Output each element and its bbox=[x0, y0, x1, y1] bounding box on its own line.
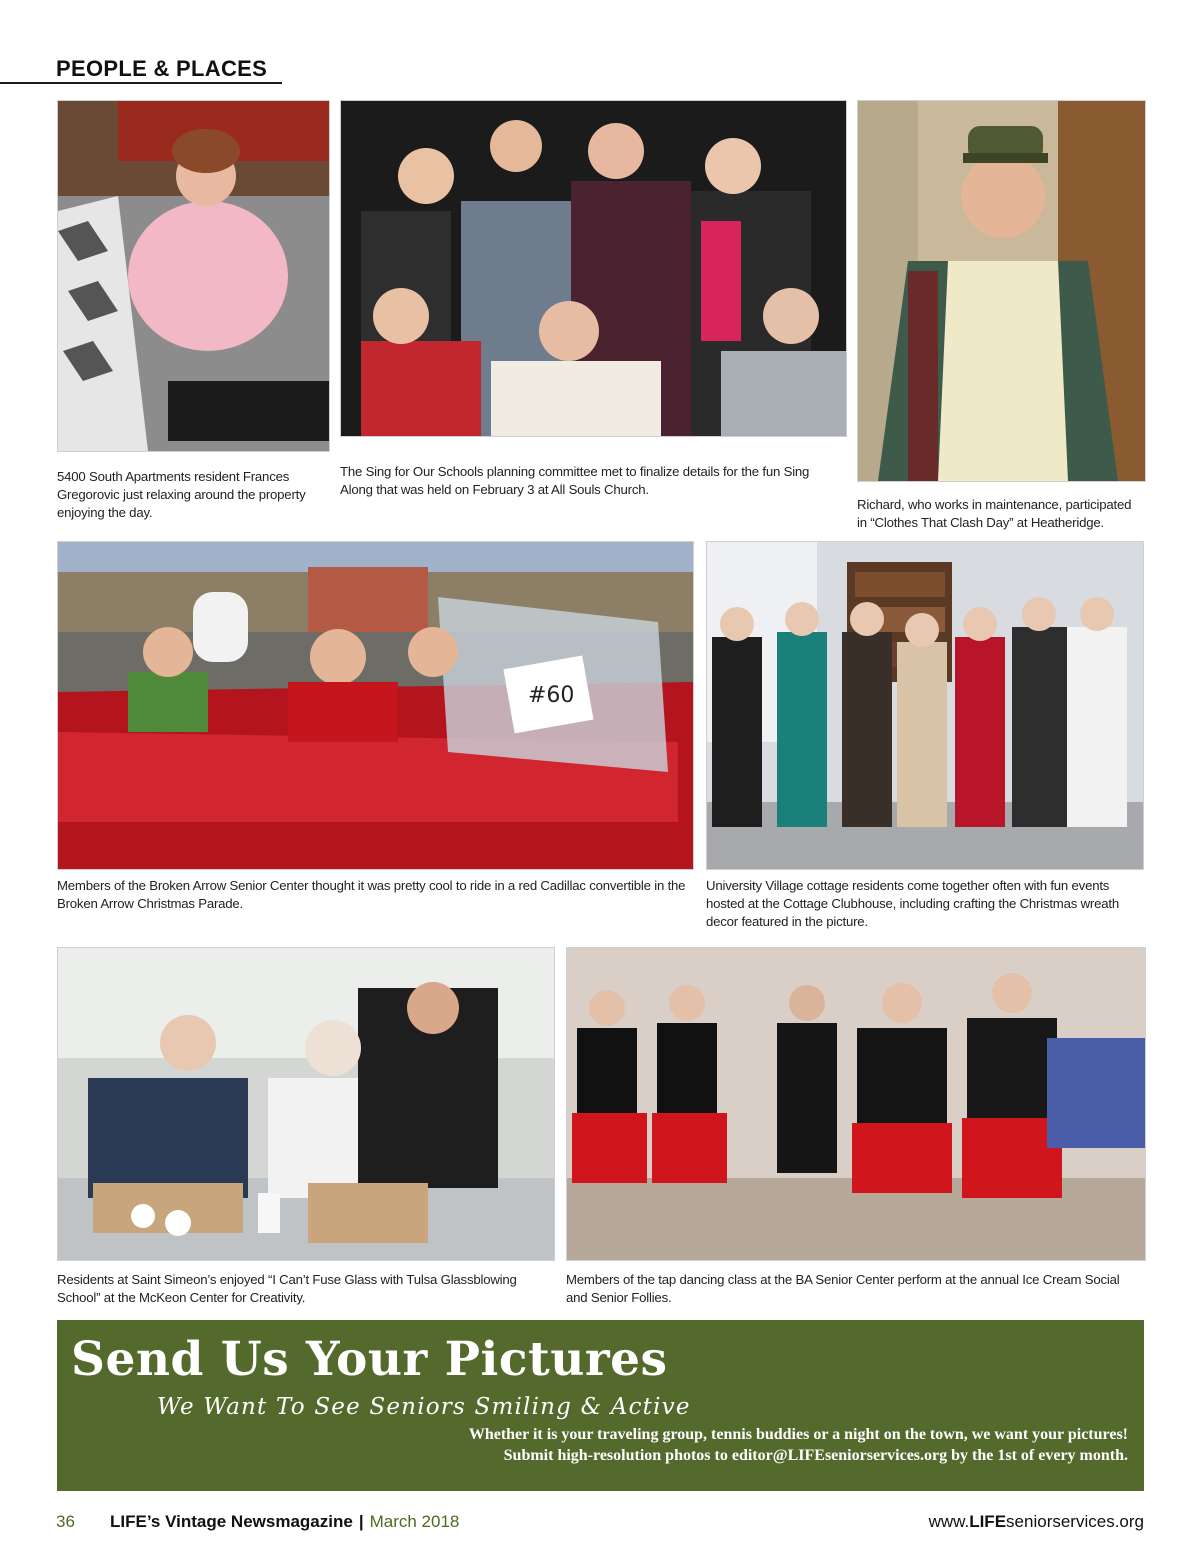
parade-car-sign: #60 bbox=[528, 683, 575, 708]
photo-richard bbox=[857, 100, 1146, 482]
photo-parade bbox=[57, 541, 694, 870]
banner-line-2: Submit high-resolution photos to editor@LIFEseniorservices.org by the 1st of every month. bbox=[503, 1447, 1128, 1464]
banner-subtitle: We Want To See Seniors Smiling & Active bbox=[157, 1394, 691, 1420]
photo-village bbox=[706, 541, 1144, 870]
banner-line-1: Whether it is your traveling group, tennis buddies or a night on the town, we want your pictures! bbox=[468, 1426, 1128, 1443]
photo-parade-image bbox=[58, 542, 693, 869]
caption-frances: 5400 South Apartments resident Frances Gregorovic just relaxing around the property enjoying the day. bbox=[57, 469, 306, 520]
website-link[interactable] bbox=[929, 1512, 1144, 1536]
site-suffix: seniorservices.org bbox=[1006, 1512, 1144, 1531]
page-number: 36 bbox=[56, 1512, 75, 1531]
magazine-title bbox=[110, 1512, 459, 1536]
photo-tap bbox=[566, 947, 1146, 1261]
photo-glass-image bbox=[58, 948, 554, 1260]
banner-body bbox=[469, 1424, 1128, 1466]
photo-frances-image bbox=[58, 101, 329, 451]
site-prefix: www. bbox=[928, 1512, 970, 1531]
photo-tap-image bbox=[567, 948, 1145, 1260]
caption-glass: Residents at Saint Simeon’s enjoyed “I Can’t Fuse Glass with Tulsa Glassblowing School” at the McKeon Center for Creativity. bbox=[57, 1272, 517, 1305]
photo-sing-committee-image bbox=[341, 101, 846, 436]
issue-month: March 2018 bbox=[369, 1512, 460, 1531]
section-title: PEOPLE & PLACES bbox=[56, 56, 268, 81]
photo-sing-committee bbox=[340, 100, 847, 437]
photo-village-image bbox=[707, 542, 1143, 869]
caption-village: University Village cottage residents come together often with fun events hosted at the Cottage Clubhouse, including crafting the Christmas wreath decor featured in the picture. bbox=[706, 878, 1119, 929]
footer-separator: | bbox=[358, 1512, 364, 1531]
magazine-name: LIFE’s Vintage Newsmagazine bbox=[110, 1512, 353, 1531]
photo-glass bbox=[57, 947, 555, 1261]
photo-richard-image bbox=[858, 101, 1145, 481]
banner-title: Send Us Your Pictures bbox=[71, 1332, 668, 1387]
caption-tap: Members of the tap dancing class at the BA Senior Center perform at the annual Ice Cream Social and Senior Follies. bbox=[566, 1272, 1120, 1305]
photo-frances bbox=[57, 100, 330, 452]
caption-sing-committee: The Sing for Our Schools planning committee met to finalize details for the fun Sing Along that was held on February 3 at All Souls Church. bbox=[340, 464, 810, 497]
caption-parade: Members of the Broken Arrow Senior Center thought it was pretty cool to ride in a red Cadillac convertible in the Broken Arrow Christmas Parade. bbox=[57, 878, 686, 911]
site-brand: LIFE bbox=[969, 1512, 1007, 1531]
caption-richard: Richard, who works in maintenance, participated in “Clothes That Clash Day” at Heatheridge. bbox=[857, 497, 1132, 530]
submit-pictures-banner bbox=[57, 1320, 1144, 1491]
section-header bbox=[0, 52, 282, 84]
